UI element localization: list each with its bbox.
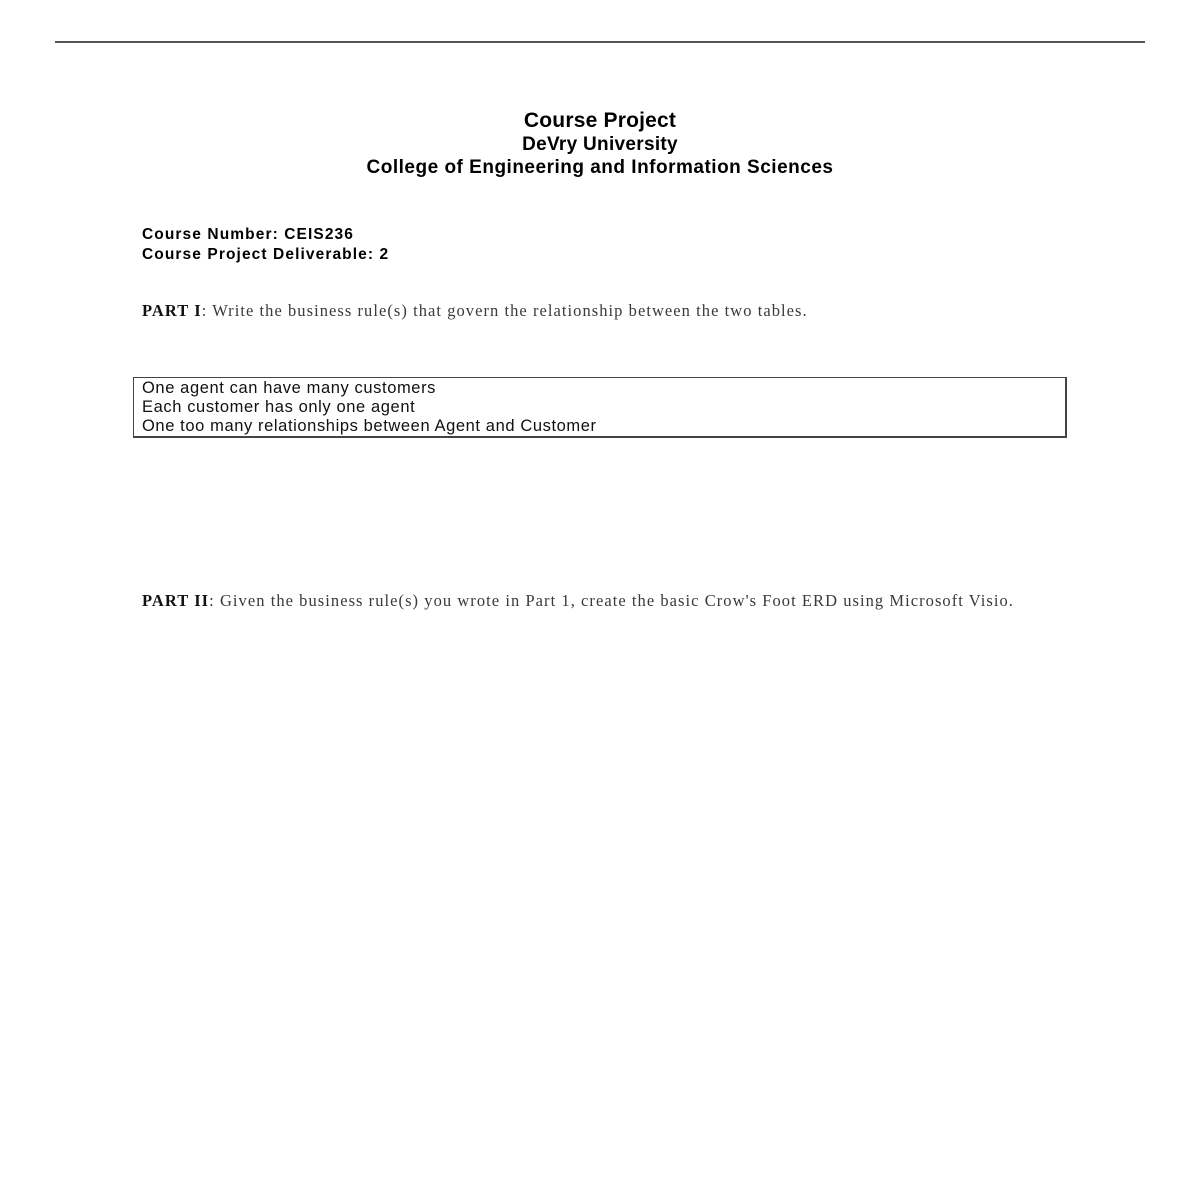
course-number: Course Number: CEIS236 [142,226,354,243]
part-2-label: PART II [142,591,210,610]
college-name: College of Engineering and Information Sciences [366,157,834,178]
document-title-block [0,109,1200,179]
part-1-separator: : [201,301,208,320]
course-deliverable: Course Project Deliverable: 2 [142,246,390,263]
part-2-prompt: Given the business rule(s) you wrote in Part 1, create the basic Crow's Foot ERD using Microsoft Visio. [214,591,1014,610]
part-2-separator: : [209,591,215,610]
university-name: DeVry University [522,134,678,155]
part-1-label: PART I [142,301,202,320]
header-rule [55,41,1145,43]
part-1-prompt: Write the business rule(s) that govern the relationship between the two tables. [207,301,808,320]
business-rule-line: Each customer has only one agent [142,398,416,416]
business-rule-line: One too many relationships between Agent and Customer [142,417,597,435]
business-rule-line: One agent can have many customers [142,379,437,397]
course-info [142,225,389,265]
business-rules-answer-box[interactable] [133,377,1067,438]
part-2-instructions [142,591,1042,610]
document-title: Course Project [523,109,677,132]
part-1-instructions [142,301,1042,320]
